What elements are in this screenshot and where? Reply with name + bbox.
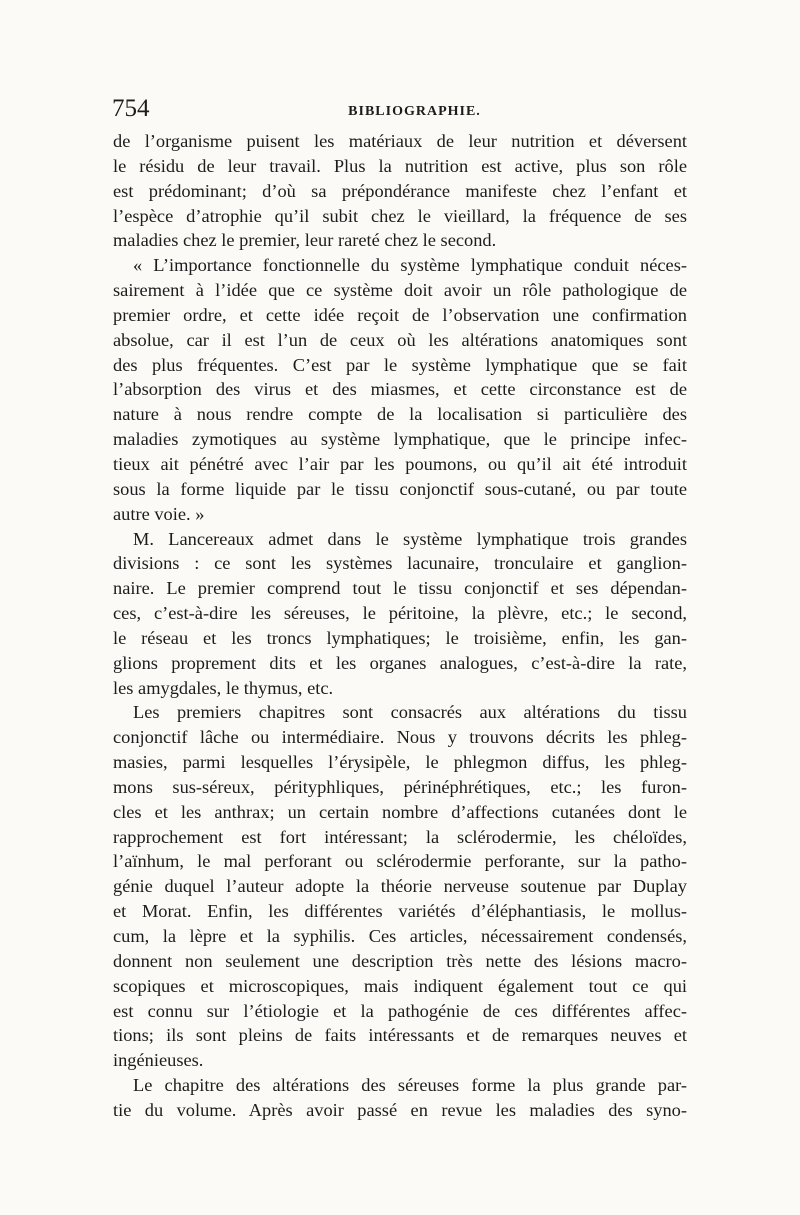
text-line: ingénieuses.	[113, 1050, 204, 1071]
text-line: tie du volume. Après avoir passé en revue les maladies des syno-	[113, 1099, 687, 1120]
text-line: divisions : ce sont les systèmes lacunaire, tronculaire et ganglion-	[113, 553, 687, 574]
page-number: 754	[112, 95, 150, 122]
text-line: cum, la lèpre et la syphilis. Ces articles, nécessairement condensés,	[113, 926, 687, 946]
text-line: le résidu de leur travail. Plus la nutrition est active, plus son rôle	[113, 155, 687, 176]
text-line: Les premiers chapitres sont consacrés aux altérations du tissu	[133, 702, 687, 723]
text-line: masies, parmi lesquelles l’érysipèle, le phlegmon diffus, les phleg-	[113, 752, 687, 773]
page-header	[112, 95, 687, 125]
text-line: ces, c’est-à-dire les séreuses, le péritoine, la plèvre, etc.; le second,	[113, 603, 687, 624]
text-line: autre voie. »	[113, 503, 205, 524]
text-line: tions; ils sont pleins de faits intéressants et de remarques neuves et	[113, 1025, 687, 1046]
text-line: l’absorption des virus et des miasmes, et cette circonstance est de	[113, 379, 687, 400]
text-line: absolue, car il est l’un de ceux où les altérations anatomiques sont	[113, 329, 687, 350]
text-line: maladies chez le premier, leur rareté chez le second.	[113, 230, 497, 251]
text-line: conjonctif lâche ou intermédiaire. Nous y trouvons décrits les phleg-	[113, 727, 687, 748]
body-text	[113, 129, 687, 1123]
text-line: est prédominant; d’où sa prépondérance manifeste chez l’enfant et	[113, 180, 687, 201]
text-line: naire. Le premier comprend tout le tissu conjonctif et ses dépendan-	[113, 578, 687, 599]
text-line: mons sus-séreux, pérityphliques, périnéphrétiques, etc.; les furon-	[113, 776, 687, 797]
text-line: nature à nous rendre compte de la localisation si particulière des	[113, 404, 687, 425]
text-line: premier ordre, et cette idée reçoit de l’observation une confirmation	[113, 304, 687, 325]
text-line: génie duquel l’auteur adopte la théorie nerveuse soutenue par Duplay	[113, 876, 687, 897]
text-line: est connu sur l’étiologie et la pathogénie de ces différentes affec-	[113, 1000, 687, 1021]
text-line: maladies zymotiques au système lymphatique, que le principe infec-	[113, 429, 687, 450]
text-line: le réseau et les troncs lymphatiques; le troisième, enfin, les gan-	[113, 627, 687, 648]
text-line: des plus fréquentes. C’est par le système lymphatique que se fait	[113, 354, 687, 375]
text-line: et Morat. Enfin, les différentes variétés d’éléphantiasis, le mollus-	[113, 901, 687, 922]
text-line: les amygdales, le thymus, etc.	[113, 677, 334, 698]
text-line: sairement à l’idée que ce système doit avoir un rôle pathologique de	[113, 280, 687, 301]
text-line: scopiques et microscopiques, mais indiquent également tout ce qui	[113, 975, 687, 996]
text-line: sous la forme liquide par le tissu conjonctif sous-cutané, ou par toute	[113, 478, 687, 499]
text-line: cles et les anthrax; un certain nombre d’affections cutanées dont le	[113, 801, 687, 822]
text-line: l’espèce d’atrophie qu’il subit chez le vieillard, la fréquence de ses	[113, 205, 687, 226]
text-line: Le chapitre des altérations des séreuses forme la plus grande par-	[133, 1075, 687, 1096]
text-line: rapprochement est fort intéressant; la sclérodermie, les chéloïdes,	[113, 826, 687, 847]
text-line: M. Lancereaux admet dans le système lymphatique trois grandes	[133, 528, 687, 549]
text-line: tieux ait pénétré avec l’air par les poumons, ou qu’il ait été introduit	[113, 453, 687, 474]
text-line: l’aïnhum, le mal perforant ou sclérodermie perforante, sur la patho-	[113, 851, 687, 872]
text-line: glions proprement dits et les organes analogues, c’est-à-dire la rate,	[113, 652, 687, 673]
text-line: de l’organisme puisent les matériaux de leur nutrition et déversent	[113, 131, 687, 151]
text-line: donnent non seulement une description très nette des lésions macro-	[113, 950, 687, 971]
running-title: BIBLIOGRAPHIE.	[348, 104, 481, 119]
text-line: « L’importance fonctionnelle du système lymphatique conduit néces-	[133, 255, 687, 276]
